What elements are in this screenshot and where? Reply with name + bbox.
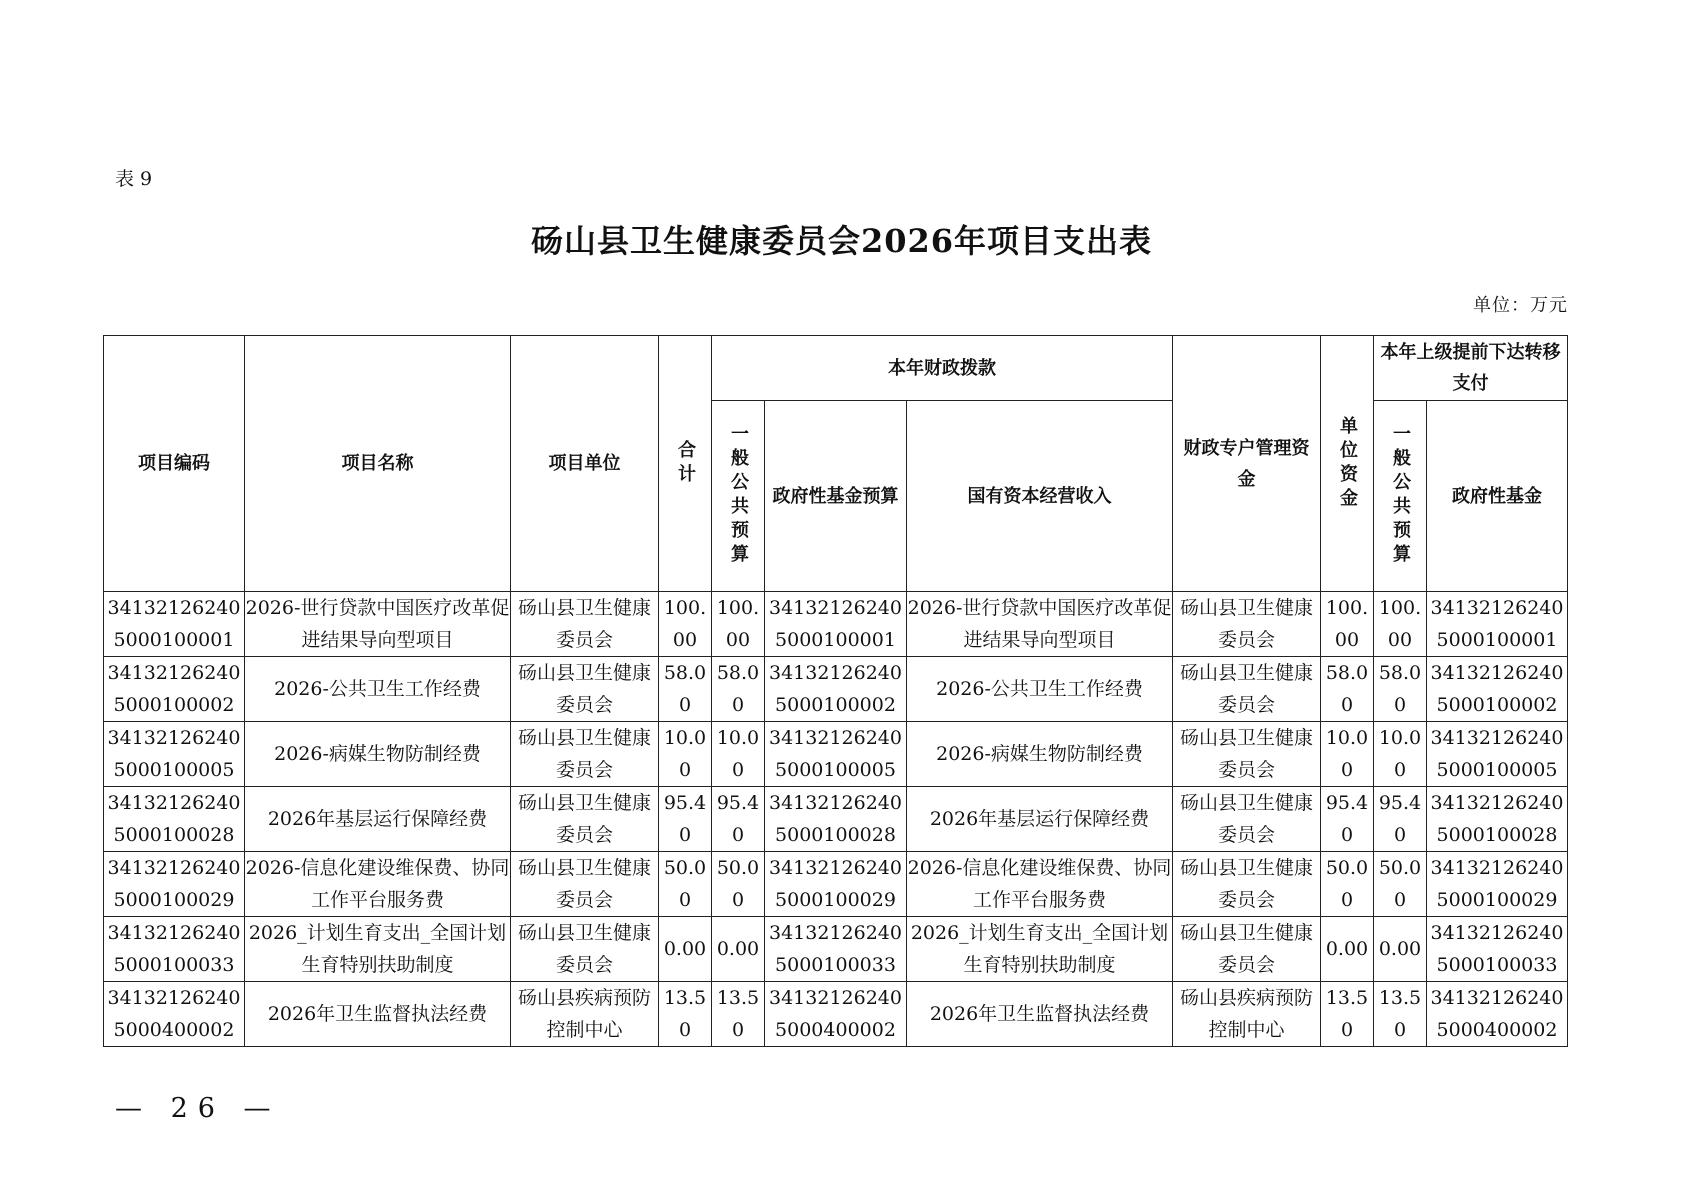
header-unit: 项目单位 [511,336,659,592]
header-unit-fund-text: 单位资金 [1337,415,1358,512]
header-up-gov-fund: 政府性基金 [1427,401,1568,592]
cell-gov-fund: 341321262405000100002 [765,657,907,722]
cell-name: 2026年卫生监督执法经费 [245,982,511,1047]
cell-gov-fund: 341321262405000100005 [765,722,907,787]
header-general [712,401,765,592]
cell-name: 2026-世行贷款中国医疗改革促进结果导向型项目 [245,592,511,657]
cell-state-capital: 2026年卫生监督执法经费 [907,982,1173,1047]
cell-up-general: 50.00 [1374,852,1427,917]
cell-unit-fund: 100.00 [1321,592,1374,657]
table-row [104,722,1568,787]
project-expenditure-table [103,335,1568,1047]
cell-special: 砀山县卫生健康委员会 [1173,592,1321,657]
header-code: 项目编码 [104,336,245,592]
cell-special: 砀山县卫生健康委员会 [1173,917,1321,982]
cell-unit-fund: 95.40 [1321,787,1374,852]
cell-total: 100.00 [659,592,712,657]
cell-general: 95.40 [712,787,765,852]
cell-total: 95.40 [659,787,712,852]
header-state-capital: 国有资本经营收入 [907,401,1173,592]
cell-unit: 砀山县卫生健康委员会 [511,657,659,722]
table-row [104,657,1568,722]
cell-name: 2026年基层运行保障经费 [245,787,511,852]
table-row [104,917,1568,982]
cell-state-capital: 2026-病媒生物防制经费 [907,722,1173,787]
cell-total: 13.50 [659,982,712,1047]
header-general-text: 一般公共预算 [728,424,749,568]
header-name: 项目名称 [245,336,511,592]
cell-up-gov-fund: 341321262405000400002 [1427,982,1568,1047]
cell-unit: 砀山县疾病预防控制中心 [511,982,659,1047]
cell-general: 0.00 [712,917,765,982]
header-gov-fund: 政府性基金预算 [765,401,907,592]
cell-special: 砀山县卫生健康委员会 [1173,787,1321,852]
cell-gov-fund: 341321262405000100029 [765,852,907,917]
unit-label: 单位：万元 [1473,295,1568,316]
cell-total: 50.00 [659,852,712,917]
cell-special: 砀山县疾病预防控制中心 [1173,982,1321,1047]
cell-special: 砀山县卫生健康委员会 [1173,657,1321,722]
cell-unit-fund: 0.00 [1321,917,1374,982]
cell-unit: 砀山县卫生健康委员会 [511,592,659,657]
cell-general: 10.00 [712,722,765,787]
page-number: — 26 — [115,1093,281,1124]
header-unit-fund [1321,336,1374,592]
cell-general: 100.00 [712,592,765,657]
cell-unit: 砀山县卫生健康委员会 [511,787,659,852]
table-container [103,335,1568,1047]
cell-up-general: 0.00 [1374,917,1427,982]
cell-name: 2026-公共卫生工作经费 [245,657,511,722]
cell-up-gov-fund: 341321262405000100002 [1427,657,1568,722]
cell-total: 58.00 [659,657,712,722]
cell-code: 341321262405000100033 [104,917,245,982]
header-current-year: 本年财政拨款 [712,336,1173,401]
table-row [104,592,1568,657]
cell-code: 341321262405000400002 [104,982,245,1047]
cell-total: 0.00 [659,917,712,982]
cell-state-capital: 2026年基层运行保障经费 [907,787,1173,852]
cell-code: 341321262405000100001 [104,592,245,657]
cell-state-capital: 2026-世行贷款中国医疗改革促进结果导向型项目 [907,592,1173,657]
cell-unit: 砀山县卫生健康委员会 [511,917,659,982]
cell-unit: 砀山县卫生健康委员会 [511,722,659,787]
table-label: 表 9 [115,168,153,190]
header-total-text: 合计 [675,439,696,488]
cell-up-gov-fund: 341321262405000100029 [1427,852,1568,917]
cell-code: 341321262405000100005 [104,722,245,787]
cell-gov-fund: 341321262405000100001 [765,592,907,657]
cell-up-gov-fund: 341321262405000100028 [1427,787,1568,852]
cell-up-gov-fund: 341321262405000100033 [1427,917,1568,982]
cell-state-capital: 2026-信息化建设维保费、协同工作平台服务费 [907,852,1173,917]
header-total [659,336,712,592]
cell-state-capital: 2026_计划生育支出_全国计划生育特别扶助制度 [907,917,1173,982]
cell-gov-fund: 341321262405000100028 [765,787,907,852]
cell-name: 2026_计划生育支出_全国计划生育特别扶助制度 [245,917,511,982]
table-row [104,982,1568,1047]
cell-total: 10.00 [659,722,712,787]
cell-up-general: 95.40 [1374,787,1427,852]
cell-unit: 砀山县卫生健康委员会 [511,852,659,917]
cell-up-general: 100.00 [1374,592,1427,657]
cell-state-capital: 2026-公共卫生工作经费 [907,657,1173,722]
cell-special: 砀山县卫生健康委员会 [1173,722,1321,787]
cell-up-general: 58.00 [1374,657,1427,722]
cell-unit-fund: 10.00 [1321,722,1374,787]
header-special: 财政专户管理资金 [1173,336,1321,592]
cell-unit-fund: 13.50 [1321,982,1374,1047]
header-up-general [1374,401,1427,592]
cell-unit-fund: 50.00 [1321,852,1374,917]
cell-gov-fund: 341321262405000400002 [765,982,907,1047]
cell-name: 2026-病媒生物防制经费 [245,722,511,787]
header-upper-transfer: 本年上级提前下达转移支付 [1374,336,1568,401]
header-up-general-text: 一般公共预算 [1390,424,1411,568]
cell-up-gov-fund: 341321262405000100001 [1427,592,1568,657]
cell-special: 砀山县卫生健康委员会 [1173,852,1321,917]
cell-up-general: 10.00 [1374,722,1427,787]
table-row [104,787,1568,852]
cell-code: 341321262405000100029 [104,852,245,917]
cell-code: 341321262405000100002 [104,657,245,722]
header-row-1 [104,336,1568,401]
cell-gov-fund: 341321262405000100033 [765,917,907,982]
cell-general: 50.00 [712,852,765,917]
table-row [104,852,1568,917]
cell-name: 2026-信息化建设维保费、协同工作平台服务费 [245,852,511,917]
cell-general: 58.00 [712,657,765,722]
cell-up-general: 13.50 [1374,982,1427,1047]
cell-general: 13.50 [712,982,765,1047]
page-title: 砀山县卫生健康委员会2026年项目支出表 [530,222,1153,260]
cell-code: 341321262405000100028 [104,787,245,852]
cell-unit-fund: 58.00 [1321,657,1374,722]
cell-up-gov-fund: 341321262405000100005 [1427,722,1568,787]
